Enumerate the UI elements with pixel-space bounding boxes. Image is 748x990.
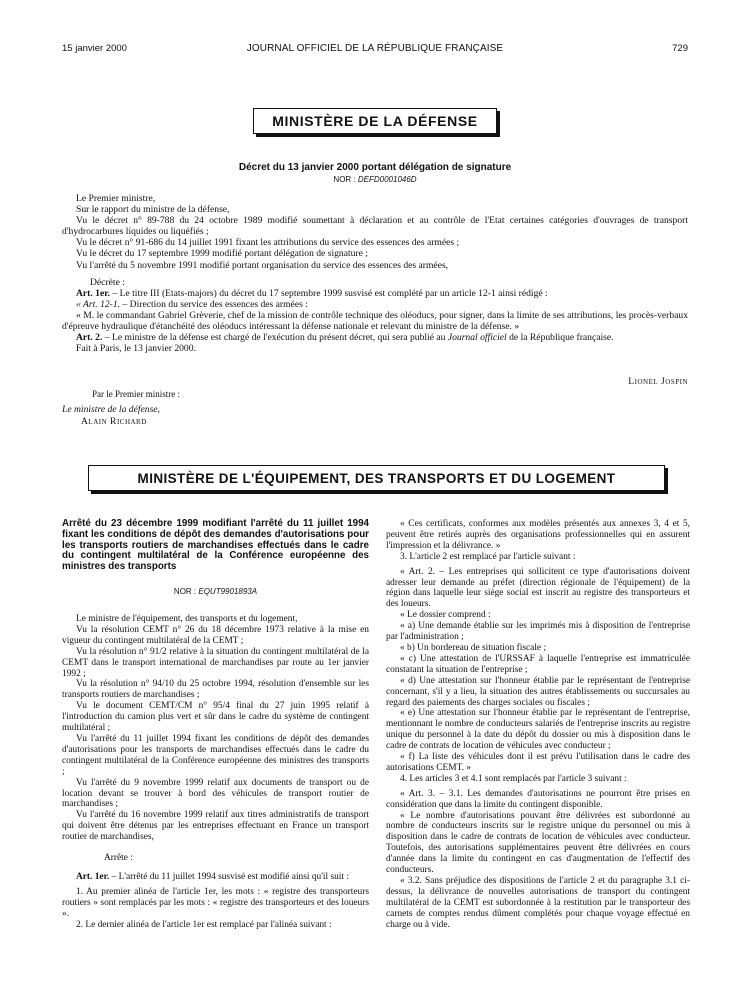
left-article-1-text: – L'arrêté du 11 juillet 1994 susvisé est modifié ainsi qu'il suit : [109,871,349,882]
arrete-line: Arrête : [104,853,133,864]
article-1-text: – Le titre III (Etats-majors) du décret du 17 septembre 1999 susvisé est complété par un article 12-1 ainsi rédigé : [110,287,548,299]
fait-a-paris: Fait à Paris, le 13 janvier 2000. [76,343,196,355]
article-1 [62,288,688,299]
decree-line: Sur le rapport du ministre de la défense, [76,204,230,216]
right-line: « d) Une attestation sur l'honneur établie par le représentant de l'entreprise concernant, s'il y a lieu, la situation des autres établissements ou succursales au regard des paiements des charges sociales ou fiscales ; [386,675,690,708]
journal-officiel: Journal officiel [447,332,507,344]
nor-code: EQUT9901893A [198,587,258,596]
page-number: 729 [672,43,688,54]
left-tail-line: 2. Le dernier alinéa de l'article 1er est remplacé par l'alinéa suivant : [76,919,332,930]
decree-line: Vu le décret n° 89-788 du 24 octobre 1989 modifié soumettant à déclaration et au contrôle de l'Etat certaines catégories d'ouvrages de transport d'hydrocarbures liquides ou liquéfiés ; [62,215,688,238]
right-line: « Art. 2. – Les entreprises qui sollicitent ce type d'autorisations doivent adresser leur demande au préfet (direction régionale de l'équipement) de la région dans laquelle leur siège social est inscrit au registre des transporteurs et des loueurs. [386,566,690,610]
left-line: Vu la résolution CEMT n° 26 du 18 décembre 1973 relative à la mise en vigueur du contingent multilatéral de la CEMT ; [62,624,369,646]
left-line: Vu le document CEMT/CM n° 95/4 final du 27 juin 1995 relatif à l'introduction du camion plus vert et sûr dans le cadre du système de contingent multilatéral ; [62,701,369,734]
left-line: Vu l'arrêté du 16 novembre 1999 relatif aux titres administratifs de transport qui doivent être détenus par les entreprises effectuant en France un transport routier de marchandises, [62,810,369,843]
page-header [62,43,688,57]
par-premier-ministre: Par le Premier ministre : [92,389,180,399]
header-date: 15 janvier 2000 [62,43,127,54]
nor-label: NOR : [173,587,199,596]
arrete-title: Arrêté du 23 décembre 1999 modifiant l'arrêté du 11 juillet 1994 fixant les conditions de dépôt des demandes d'autorisations pour les transports routiers de marchandises effectués dans le cadre du contingent multilatéral de la Conférence européenne des ministres des transports [62,518,369,573]
right-line: « Le dossier comprend : [400,610,491,621]
article-12-1-body: « M. le commandant Gabriel Grèverie, chef de la mission de contrôle technique des oléoducs, pour signer, dans la limite de ses attributions, les procès-verbaux d'épreuve hydraulique d'étanchéité des oléoducs intéressant la défense nationale et relevant du ministre de la défense. » [62,309,688,333]
right-line: « Le nombre d'autorisations pouvant être délivrées est subordonné au nombre de conducteurs inscrits sur le registre unique du personnel ou mis à disposition dans le cadre de contrats de location de véhicules avec conducteur. Toutefois, des autorisations supplémentaires peuvent être délivrées en cours d'année dans la limite du contingent en cas d'augmentation de l'effectif des conducteurs. [386,810,690,876]
right-column [386,519,690,931]
right-line: « b) Un bordereau de situation fiscale ; [400,642,547,653]
left-article-1 [62,872,369,883]
decree-title: Décret du 13 janvier 2000 portant délégation de signature [238,162,512,173]
nor-label: NOR : [333,175,358,184]
left-tail-line: 1. Au premier alinéa de l'article 1er, les mots : « registre des transporteurs routiers » sont remplacés par les mots : « registre des transporteurs et des loueurs ». [62,886,369,919]
right-line: « c) Une attestation de l'URSSAF à laquelle l'entreprise est immatriculée constatant la situation de l'entreprise ; [386,653,690,675]
article-2-text-b: de la République française. [506,332,614,344]
ministry-equipment-heading: MINISTÈRE DE L'ÉQUIPEMENT, DES TRANSPORTS ET DU LOGEMENT [88,465,665,491]
left-line: Vu la résolution n° 91/2 relative à la situation du contingent multilatéral de la CEMT dans le transport international de marchandises par route au 1er janvier 1992 ; [62,646,369,679]
decree-body [62,193,688,354]
article-1-label: Art. 1er. [76,287,111,299]
article-2-label: Art. 2. [76,332,103,344]
article-2-text-a: – Le ministre de la défense est chargé de l'exécution du présent décret, qui sera publié au [102,332,448,344]
right-line: « a) Une demande établie sur les imprimés mis à disposition de l'entreprise par l'administration ; [386,621,690,643]
right-line: 4. Les articles 3 et 4.1 sont remplacés par l'article 3 suivant : [400,773,627,784]
nor-code: DEFD0001046D [357,175,417,184]
right-line: 3. L'article 2 est remplacé par l'article suivant : [400,551,576,562]
minister-title: Le ministre de la défense, [62,404,160,415]
decree-line: Le Premier ministre, [76,193,156,204]
minister-name: Alain Richard [81,416,147,427]
left-column [62,614,369,930]
left-line: Vu la résolution n° 94/10 du 25 octobre 1994, résolution d'ensemble sur les transports routiers de marchandises ; [62,679,369,701]
left-line: Le ministre de l'équipement, des transports et du logement, [76,614,298,624]
signatory-name: Lionel Jospin [628,376,688,387]
article-12-1 [62,299,688,310]
arrete-nor [62,587,369,596]
left-line: Vu l'arrêté du 11 juillet 1994 fixant les conditions de dépôt des demandes d'autorisations pour les transports de marchandises effectués dans le cadre du contingent multilatéral de la Conférence européenne des ministres des transports ; [62,733,369,777]
right-line: « Ces certificats, conformes aux modèles présentés aux annexes 3, 4 et 5, peuvent être retirés auprès des organisations professionnelles qui en assurent l'impression et la délivrance. » [386,519,690,551]
decrete-line: Décrète : [90,276,125,288]
ministry-defense-heading: MINISTÈRE DE LA DÉFENSE [253,108,497,134]
article-12-1-text: – Direction du service des essences des armées : [120,298,308,310]
left-line: Vu l'arrêté du 9 novembre 1999 relatif aux documents de transport ou de location devant se trouver à bord des véhicules de transport routier de marchandises ; [62,777,369,810]
right-line: « e) Une attestation sur l'honneur établie par le représentant de l'entreprise, mentionnant le nombre de conducteurs salariés de l'entreprise inscrits au registre unique du personnel à la date du dépôt du dossier ou mis à disposition dans le cadre de contrats de location de véhicules avec conducteur ; [386,708,690,752]
decree-line: Vu l'arrêté du 5 novembre 1991 modifié portant organisation du service des essences des armées, [76,259,449,271]
left-article-1-label: Art. 1er. [76,871,110,882]
article-12-1-label: « Art. 12-1. [76,298,121,310]
right-line: « Art. 3. – 3.1. Les demandes d'autorisations ne pourront être prises en considération que dans la limite du contingent disponible. [386,788,690,810]
decree-line: Vu le décret du 17 septembre 1999 modifié portant délégation de signature ; [76,248,368,260]
decree-line: Vu le décret n° 91-686 du 14 juillet 1991 fixant les attributions du service des essences des armées ; [76,237,460,249]
article-2 [62,332,688,343]
decree-nor [62,175,688,184]
right-line: « 3.2. Sans préjudice des dispositions de l'article 2 et du paragraphe 3.1 ci-dessus, la délivrance de nouvelles autorisations de transport du contingent multilatéral de la CEMT est subordonnée à la restitution par le transporteur des carnets de comptes rendus dûment complétés pour chaque voyage effectué en charge ou à vide. [386,876,690,930]
right-line: « f) La liste des véhicules dont il est prévu l'utilisation dans le cadre des autorisations CEMT. » [386,752,690,773]
journal-title: JOURNAL OFFICIEL DE LA RÉPUBLIQUE FRANÇAISE [246,43,504,54]
